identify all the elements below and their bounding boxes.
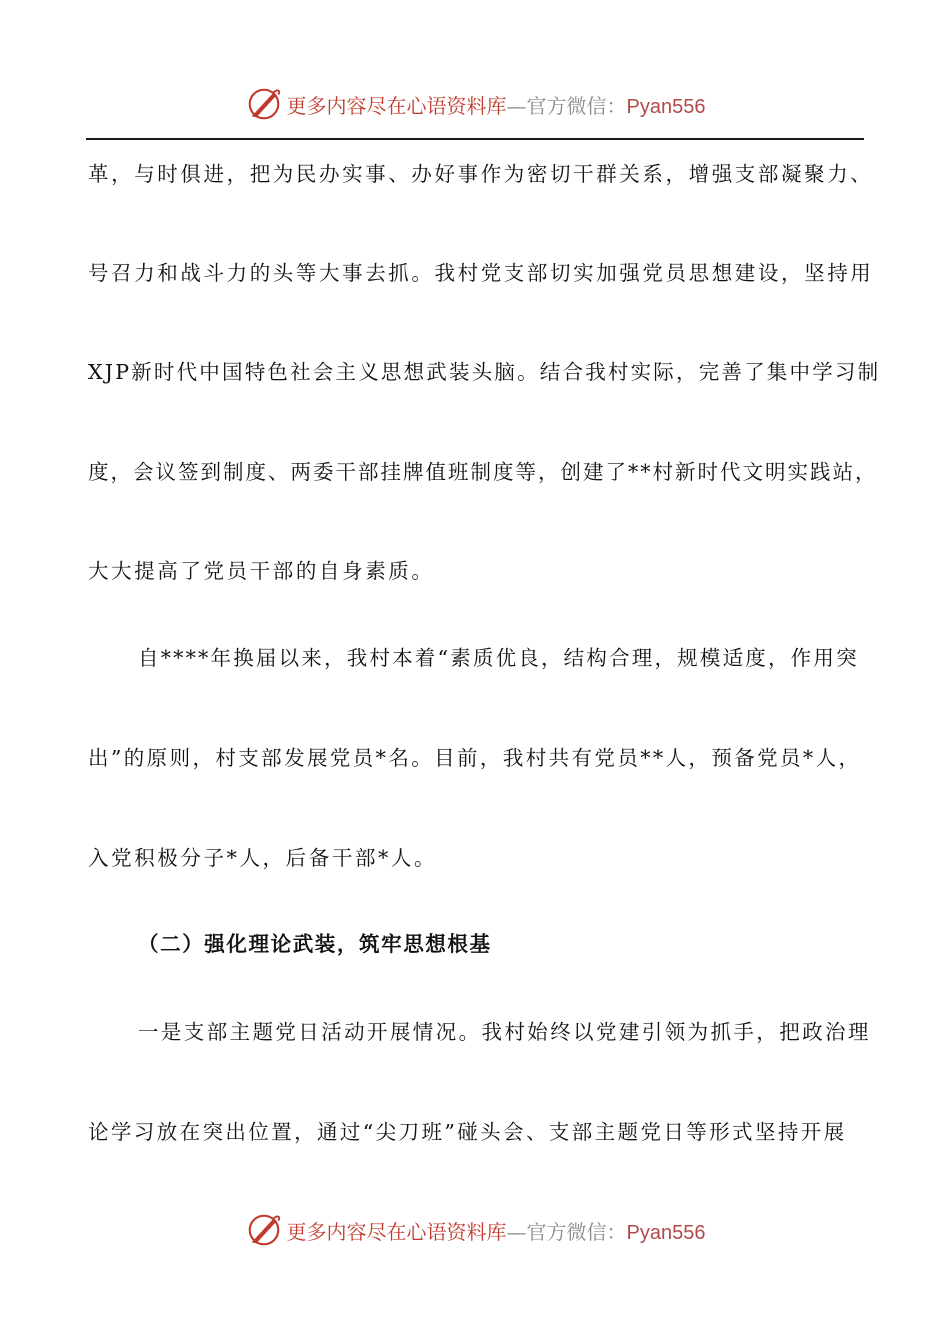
quill-logo-icon	[245, 1211, 283, 1249]
footer-dash: —	[506, 1219, 527, 1244]
footer-wechat-label: 官方微信：	[526, 1219, 627, 1244]
body-line-10: 一是支部主题党日活动开展情况。我村始终以党建引领为抓手，把政治理	[138, 1020, 871, 1044]
body-line-1: 革，与时俱进，把为民办实事、办好事作为密切干群关系，增强支部凝聚力、	[88, 162, 874, 186]
body-line-3: XJP新时代中国特色社会主义思想武装头脑。结合我村实际，完善了集中学习制	[88, 360, 881, 384]
header-site: 更多内容尽在心语资料库	[286, 93, 507, 118]
body-line-8: 入党积极分子*人，后备干部*人。	[88, 846, 438, 870]
body-line-11: 论学习放在突出位置，通过“尖刀班”碰头会、支部主题党日等形式坚持开展	[88, 1120, 847, 1144]
body-line-6: 自****年换届以来，我村本着“素质优良，结构合理，规模适度，作用突	[138, 646, 859, 670]
section-heading: （二）强化理论武装，筑牢思想根基	[138, 932, 492, 956]
body-line-2: 号召力和战斗力的头等大事去抓。我村党支部切实加强党员思想建设，坚持用	[88, 261, 874, 285]
footer-site: 更多内容尽在心语资料库	[286, 1219, 507, 1244]
body-line-5: 大大提高了党员干部的自身素质。	[88, 559, 435, 583]
header-wechat-label: 官方微信：	[526, 93, 627, 118]
header-account: Pyan556	[626, 95, 706, 118]
footer-account: Pyan556	[626, 1221, 706, 1244]
footer-text	[287, 1216, 706, 1245]
footer-banner	[0, 1210, 950, 1250]
header-text	[287, 90, 706, 119]
body-line-4: 度，会议签到制度、两委干部挂牌值班制度等，创建了**村新时代文明实践站，	[88, 460, 878, 484]
header-divider	[86, 138, 864, 140]
body-line-7: 出”的原则，村支部发展党员*名。目前，我村共有党员**人，预备党员*人，	[88, 746, 862, 770]
header-dash: —	[506, 93, 527, 118]
header-banner	[0, 84, 950, 124]
quill-logo-icon	[245, 85, 283, 123]
